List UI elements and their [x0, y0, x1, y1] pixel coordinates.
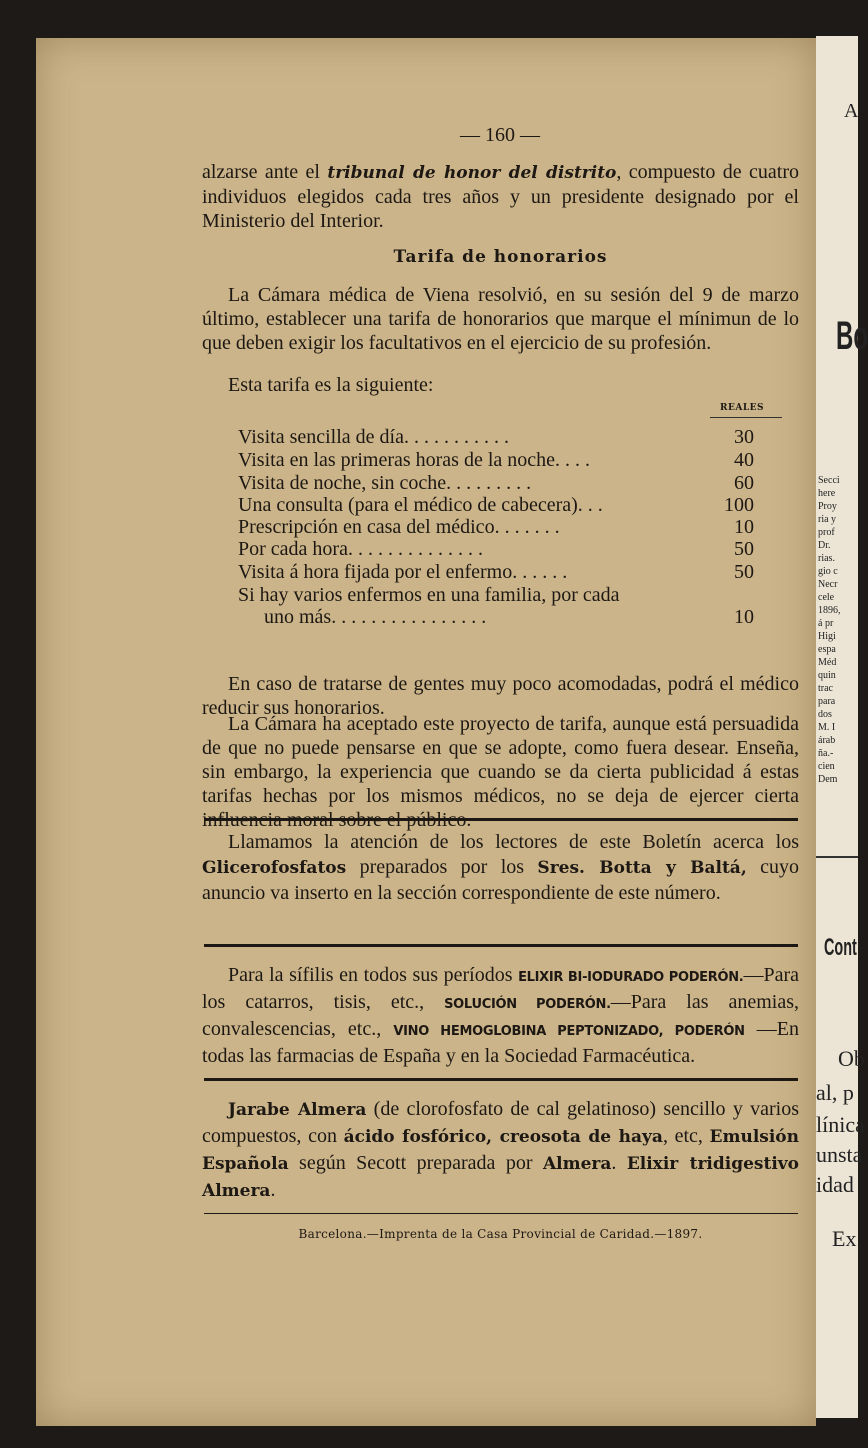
tariff-item-price: 40 — [734, 449, 754, 471]
adjacent-page-edge — [816, 36, 868, 1418]
notice-text: cuyo anuncio va inserto en la sección correspondiente de este número. — [202, 856, 799, 904]
product-name: SOLUCIÓN PODERÓN. — [444, 997, 611, 1012]
adjacent-page-line: trac — [818, 683, 833, 694]
adjacent-page-line: Secci — [818, 475, 840, 486]
adjacent-page-title: Bo — [836, 314, 868, 358]
section-divider — [204, 944, 798, 947]
adjacent-page-line: espa — [818, 644, 836, 655]
adjacent-page-line: Dem — [818, 774, 838, 785]
notice-text: —Para las anemias, convalescencias, etc., — [202, 991, 799, 1040]
tariff-item-label: Si hay varios enfermos en una familia, por cada — [238, 584, 620, 606]
tariff-header-rule — [710, 417, 782, 418]
adjacent-page-heading: Cont — [824, 934, 857, 961]
product-name: Jarabe Almera — [228, 1100, 367, 1120]
adjacent-page-line: M. I — [818, 722, 836, 733]
tariff-item-price: 50 — [734, 561, 754, 583]
tariff-item-label: Visita á hora fijada por el enfermo. . . . . . — [238, 561, 568, 583]
tariff-column-header: REALES — [720, 403, 765, 413]
adjacent-page-line: árab — [818, 735, 836, 746]
tariff-item-label: uno más. . . . . . . . . . . . . . . . — [264, 606, 487, 628]
printer-imprint: Barcelona.—Imprenta de la Casa Provincial de Caridad.—1897. — [298, 1227, 703, 1241]
paragraph-tariff-intro: Esta tarifa es la siguiente: — [228, 374, 434, 396]
adjacent-page-line: ña.- — [818, 748, 834, 759]
notice-text: . — [611, 1152, 627, 1174]
tariff-item-label: Prescripción en casa del médico. . . . . . . — [238, 516, 560, 538]
tariff-item-price: 10 — [734, 516, 754, 538]
notice-text: según Secott preparada por — [288, 1152, 543, 1174]
adjacent-page-line: rias. — [818, 553, 835, 564]
tariff-item-label: Visita de noche, sin coche. . . . . . . . . — [238, 472, 532, 494]
intro-italic-phrase: tribunal de honor del distrito — [327, 163, 617, 183]
tariff-item-price: 60 — [734, 472, 754, 494]
section-heading: Tarifa de honorarios — [393, 247, 608, 267]
footer-divider — [204, 1213, 798, 1214]
tariff-item-price: 50 — [734, 538, 754, 560]
adjacent-page-rule — [816, 856, 858, 858]
intro-text: alzarse ante el — [202, 161, 328, 183]
paragraph-reduction: En caso de tratarse de gentes muy poco acomodadas, podrá el médico reducir sus honorarios. — [202, 673, 799, 719]
tariff-item-label: Visita en las primeras horas de la noche. . . . — [238, 449, 591, 471]
adjacent-page-text-lines — [818, 474, 841, 786]
adjacent-page-line: Higi — [818, 631, 836, 642]
adjacent-page-line: prof — [818, 527, 835, 538]
company-name: Almera — [542, 1154, 612, 1174]
notice-text: —Para los catarros, tisis, etc., — [202, 964, 799, 1013]
adjacent-page-letter: A — [844, 100, 859, 122]
tariff-item-label: Visita sencilla de día. . . . . . . . . . . — [238, 426, 509, 448]
notice-text: —En todas las farmacias de España y en la Sociedad Farmacéutica. — [202, 1018, 800, 1067]
product-name: Elixir tridigestivo Almera — [202, 1154, 800, 1201]
company-name: Sres. Botta y Baltá, — [537, 858, 747, 878]
tariff-item-price: 100 — [724, 494, 754, 516]
notice-text: Llamamos la atención de los lectores de este Boletín acerca los — [228, 831, 799, 853]
paragraph-acceptance: La Cámara ha aceptado este proyecto de tarifa, aunque está persuadida de que no puede pensarse en que se adopte, como fuera desear. Enseña, sin embargo, la experiencia que cuando se da cierta publicidad á estas tarifas hechas por los mismos médicos, no se deja de ejercer cierta influencia moral sobre el público. — [202, 713, 799, 831]
notice-text: Para la sífilis en todos sus períodos — [228, 964, 519, 986]
notice-almera — [202, 1096, 799, 1204]
page-number: — 160 — — [460, 124, 540, 146]
adjacent-page-fragment: Ob — [838, 1046, 865, 1071]
adjacent-page-fragment: idad — [816, 1172, 854, 1197]
notice-text: , etc, — [662, 1125, 710, 1147]
tariff-item-price: 10 — [734, 606, 754, 628]
notice-glicerofosfatos — [202, 830, 799, 906]
adjacent-page-line: quin — [818, 670, 836, 681]
adjacent-page-fragment: al, p — [816, 1080, 854, 1105]
product-name: Emulsión Española — [202, 1127, 800, 1174]
adjacent-page-line: Necr — [818, 579, 838, 590]
product-name: VINO HEMOGLOBINA PEPTONIZADO, PODERÓN — [393, 1024, 745, 1039]
paragraph-resolution: La Cámara médica de Viena resolvió, en su sesión del 9 de marzo último, establecer una tarifa de honorarios que marque el mínimun de lo que deben exigir los facultativos en el ejercicio de su profesión. — [202, 284, 799, 354]
adjacent-page-line: á pr — [818, 618, 834, 629]
adjacent-page-line: Dr. — [818, 540, 831, 551]
product-name: ácido fosfórico, creosota de haya — [343, 1127, 663, 1147]
adjacent-page-line: 1896, — [818, 605, 841, 616]
notice-text: preparados por los — [346, 856, 538, 878]
section-divider — [204, 1078, 798, 1081]
adjacent-page-fragment: Ex — [832, 1226, 857, 1251]
intro-text-end: , compuesto de cuatro individuos elegidos cada tres años y un presidente designado por el Ministerio del Interior. — [202, 161, 799, 232]
notice-text: . — [270, 1179, 276, 1201]
adjacent-page-line: Proy — [818, 501, 837, 512]
tariff-item-label: Una consulta (para el médico de cabecera). . . — [238, 494, 603, 516]
adjacent-page-line: para — [818, 696, 836, 707]
product-name: Glicerofosfatos — [202, 858, 347, 878]
notice-poderon — [202, 963, 799, 1069]
adjacent-page-line: here — [818, 488, 836, 499]
adjacent-page-fragment: unsta — [816, 1142, 863, 1167]
tariff-item-label: Por cada hora. . . . . . . . . . . . . . — [238, 538, 483, 560]
product-name: ELIXIR BI-IODURADO PODERÓN. — [518, 970, 744, 985]
section-divider — [204, 818, 798, 821]
tariff-item-price: 30 — [734, 426, 754, 448]
adjacent-page-line: cele — [818, 592, 835, 603]
notice-text: (de clorofosfato de cal gelatinoso) sencillo y varios compuestos, con — [202, 1098, 800, 1147]
adjacent-page-line: ria y — [818, 514, 837, 525]
adjacent-page-line: cien — [818, 761, 835, 772]
adjacent-page-line: gio c — [818, 566, 838, 577]
adjacent-page-fragment: línica — [816, 1112, 865, 1137]
intro-paragraph — [202, 160, 799, 233]
adjacent-page-line: Méd — [818, 657, 837, 668]
adjacent-page-line: dos — [818, 709, 832, 720]
